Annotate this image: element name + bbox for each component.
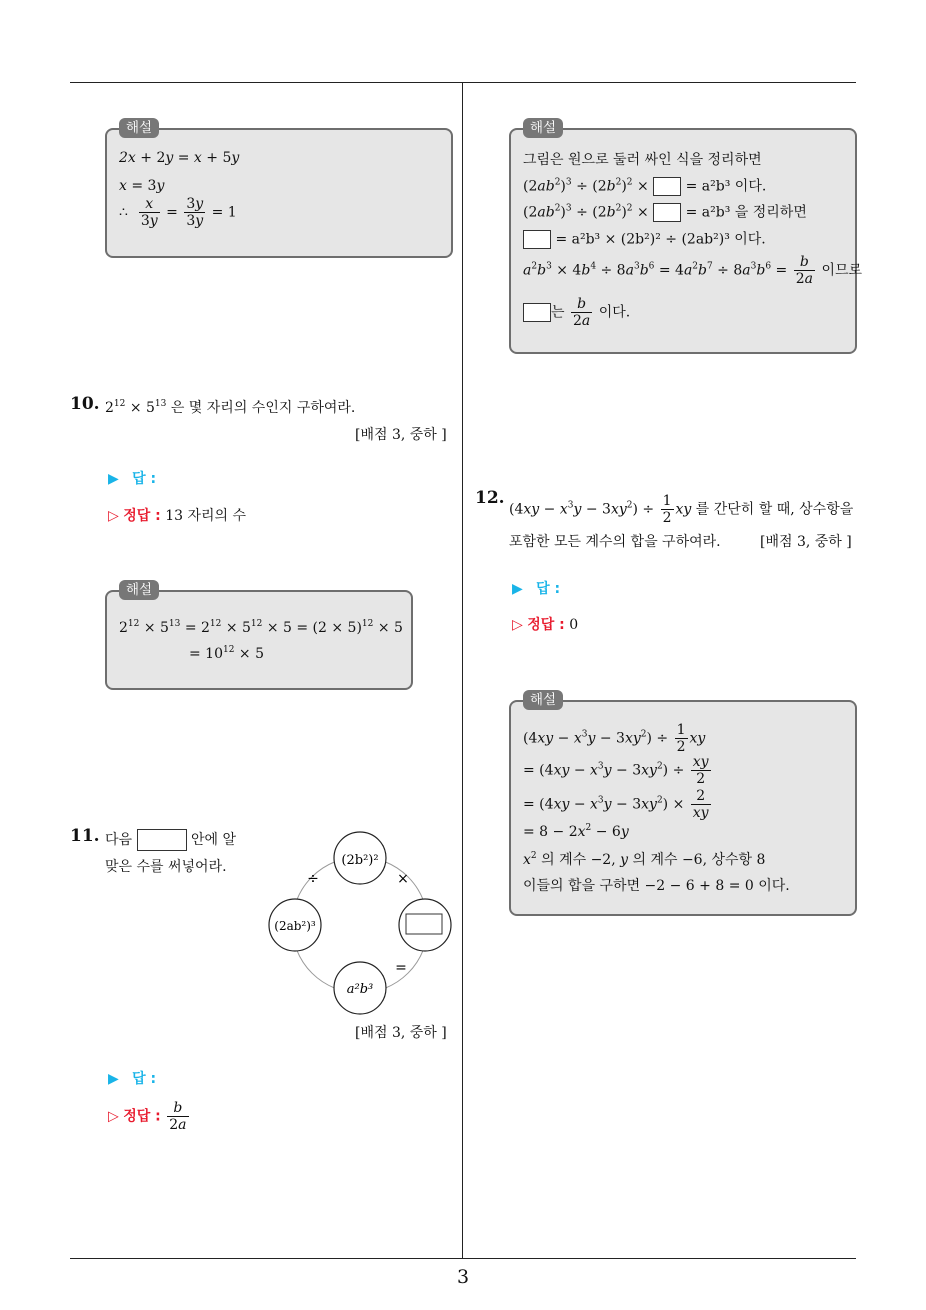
play-triangle-icon: ▶ (108, 471, 119, 487)
solution-line: $(2ab^2)^3 \div (2b^2)^2$ × = a²b³ 이다. (523, 177, 767, 195)
answer-label: 답 : (132, 471, 157, 487)
answer-blank (523, 303, 551, 322)
solution-line: 이들의 합을 구하면 −2 − 6 + 8 = 0 이다. (523, 878, 790, 894)
solution-box-q12 (509, 692, 857, 916)
solution-line: $x^2$ 의 계수 −2, y 의 계수 −6, 상수항 8 (523, 851, 766, 868)
solution-tab: 해설 (523, 118, 563, 138)
solution-line: = $8 - 2x^2 - 6y$ (523, 823, 629, 840)
therefore-symbol: ∴ (119, 204, 128, 221)
question-text: 포함한 모든 계수의 합을 구하여라. (509, 534, 721, 550)
column-divider (462, 82, 463, 1258)
solution-line: $2^{12} \times 5^{13} = 2^{12} \times 5^{12} \times 5 = (2 \times 5)^{12} \times 5$ (119, 619, 403, 636)
solution-line: 그림은 원으로 둘러 싸인 식을 정리하면 (523, 152, 762, 168)
correct-answer-value: $\frac{b}{2a}$ (169, 1100, 187, 1134)
question-text: 다음 안에 알 (105, 829, 236, 851)
answer-line[interactable] (512, 578, 560, 598)
answer-label: 답 : (536, 581, 561, 597)
correct-answer-value: 13 자리의 수 (165, 508, 247, 524)
solution-line: $a^2b^3 \times 4b^4 \div 8a^3b^6 = 4a^2b^7 \div 8a^3b^6$ = $\frac{b}{2a}$ 이므로 (523, 254, 863, 288)
equals-operator: = (395, 960, 407, 976)
multiply-operator: × (397, 871, 409, 887)
outline-triangle-icon: ▷ (108, 508, 119, 524)
solution-result: = 1 (211, 204, 237, 221)
solution-line: = $10^{12} \times 5$ (189, 645, 264, 662)
solution-box-q9 (105, 120, 453, 258)
play-triangle-icon: ▶ (512, 581, 523, 597)
solution-line: = $(4xy - x^3y - 3xy^2)$ × $\frac{2}{xy}$ (523, 788, 709, 822)
outline-triangle-icon: ▷ (108, 1108, 119, 1125)
outline-triangle-icon: ▷ (512, 617, 523, 633)
score-label: [배점 3, 중하 ] (355, 1025, 447, 1041)
question-number: 11. (70, 826, 100, 846)
solution-line: = a²b³ × (2b²)² ÷ (2ab²)³ 이다. (523, 230, 766, 249)
question-number: 10. (70, 394, 100, 414)
solution-line: 2x + 2y = x + 5y (119, 150, 240, 166)
cycle-diagram (268, 828, 452, 1018)
footer-rule (70, 1258, 856, 1259)
top-node-label: (2b²)² (341, 853, 379, 868)
solution-box-q10 (105, 582, 413, 690)
question-text: $2^{12} \times 5^{13}$ 은 몇 자리의 수인지 구하여라. (105, 399, 356, 416)
left-node-label: (2ab²)³ (274, 919, 316, 933)
solution-line: = $(4xy - x^3y - 3xy^2)$ ÷ $\frac{xy}{2}$ (523, 754, 709, 788)
correct-answer-line (108, 1100, 191, 1133)
answer-blank (653, 203, 681, 222)
score-label: [배점 3, 중하 ] (355, 427, 447, 443)
score-label: [배점 3, 중하 ] (760, 534, 852, 550)
solution-tab: 해설 (523, 690, 563, 710)
correct-answer-line (108, 505, 246, 525)
solution-line: $(2ab^2)^3 \div (2b^2)^2$ × = a²b³ 을 정리하면 (523, 203, 807, 221)
diagram-blank-box (406, 914, 442, 934)
bottom-node-label: a²b³ (346, 982, 374, 997)
correct-answer-line (512, 614, 578, 634)
answer-blank (653, 177, 681, 196)
answer-label: 답 : (132, 1071, 157, 1087)
question-number: 12. (475, 488, 505, 508)
correct-answer-label: 정답 : (527, 617, 565, 633)
correct-answer-label: 정답 : (123, 508, 161, 524)
answer-line[interactable] (108, 1068, 156, 1088)
answer-blank (523, 230, 551, 249)
solution-tab: 해설 (119, 118, 159, 138)
solution-line: x = 3y (119, 178, 165, 194)
question-text: 맞은 수를 써넣어라. (105, 859, 227, 875)
correct-answer-label: 정답 : (123, 1108, 161, 1125)
play-triangle-icon: ▶ (108, 1071, 119, 1087)
page-number: 3 (456, 1266, 470, 1288)
question-text: $(4xy - x^3y - 3xy^2)$ ÷ $\frac{1}{2}$ xy 를 간단히 할 때, 상수항을 (509, 493, 854, 527)
answer-line[interactable] (108, 468, 156, 488)
header-rule (70, 82, 856, 83)
divide-operator: ÷ (307, 871, 319, 887)
solution-tab: 해설 (119, 580, 159, 600)
solution-line: ∴ $\frac{x}{3y}$ = $\frac{3y}{3y}$ = 1 (119, 196, 237, 230)
answer-blank (137, 829, 187, 851)
solution-line: 는 $\frac{b}{2a}$ 이다. (523, 296, 630, 329)
solution-box-q11 (509, 120, 863, 354)
correct-answer-value: 0 (569, 617, 579, 633)
solution-line: $(4xy - x^3y - 3xy^2)$ ÷ $\frac{1}{2}$ xy (523, 722, 706, 756)
